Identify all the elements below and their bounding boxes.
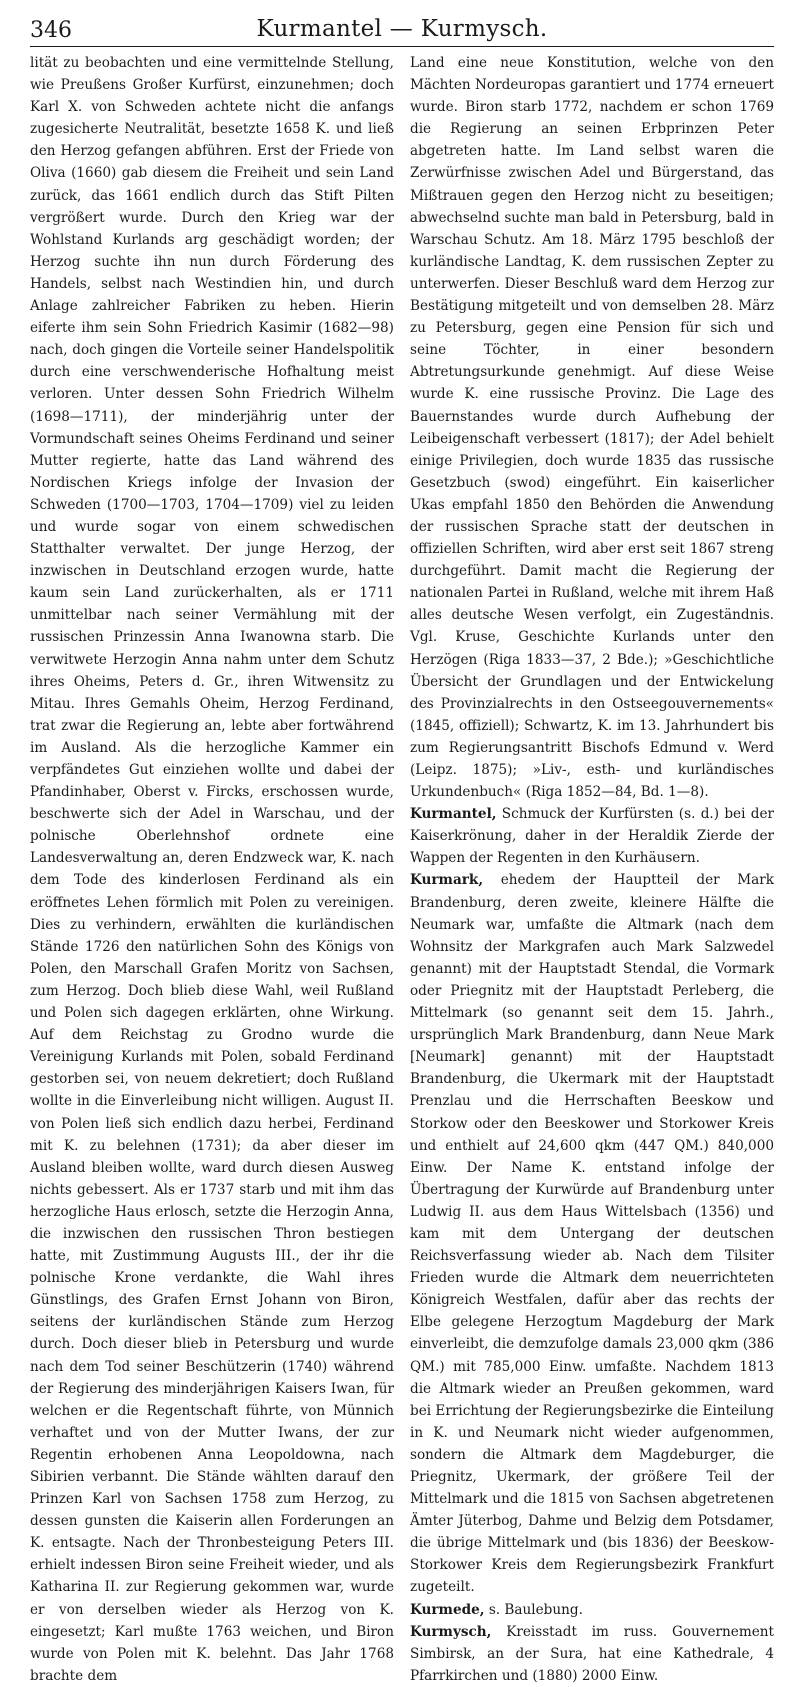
running-title: Kurmantel — Kurmysch. (256, 16, 548, 42)
page-header (30, 10, 774, 47)
entry-kurmede (410, 1599, 774, 1621)
page-number: 346 (30, 18, 72, 43)
kurland-history-continued: Land eine neue Konstitution, welche von den Mächten Nordeuropas garantiert und 1774 erneuert wurde. Biron starb 1772, nachdem er schon 1769 die Regierung an seinen Erbprinzen Peter abgetreten hatte. Im Land selbst waren die Zerwürfnisse zwischen Adel und Bürgerstand, das Mißtrauen gegen den Herzog nicht zu beseitigen; abwechselnd suchte man bald in Petersburg, bald in Warschau Schutz. Am 18. März 1795 beschloß der kurländische Landtag, K. dem russischen Zepter zu unterwerfen. Dieser Beschluß ward dem Herzog zur Bestätigung mitgeteilt und von demselben 28. März zu Petersburg, gegen eine Pension für sich und seine Töchter, in einer besondern Abtretungsurkunde genehmigt. Auf diese Weise wurde K. eine russische Provinz. Die Lage des Bauernstandes wurde durch Aufhebung der Leibeigenschaft verbessert (1817); der Adel behielt einige Privilegien, doch wurde 1835 das russische Gesetzbuch (swod) eingeführt. Ein kaiserlicher Ukas empfahl 1850 den Behörden die Anwendung der russischen Sprache statt der deutschen in offiziellen Schriften, wird aber erst seit 1867 streng durchgeführt. Damit macht die Regierung der nationalen Partei in Rußland, welche mit ihrem Haß alles deutsche Wesen verfolgt, ein Zugeständnis. Vgl. Kruse, Geschichte Kurlands unter den Herzögen (Riga 1833—37, 2 Bde.); »Geschichtliche Übersicht der Grundlagen und der Entwickelung des Provinzialrechts in den Ostseegouvernements« (1845, offiziell); Schwartz, K. im 13. Jahrhundert bis zum Regierungsantritt Bischofs Edmund v. Werd (Leipz. 1875); »Liv-, esth- und kurländisches Urkundenbuch« (Riga 1852—84, Bd. 1—8). (410, 55, 774, 801)
entry-kurmysch (410, 1621, 774, 1687)
entry-kurmantel-body: Schmuck der Kurfürsten (s. d.) bei der Kaiserkrönung, daher in der Heraldik Zierde der Wappen der Regenten in den Kurhäusern. (410, 806, 775, 867)
entry-kurmantel (410, 803, 774, 869)
right-column (410, 52, 774, 1687)
left-column (30, 52, 394, 1687)
entry-kurmede-body: s. Baulebung. (488, 1601, 583, 1618)
kurland-history-text: lität zu beobachten und eine vermittelnde Stellung, wie Preußens Großer Kurfürst, einzunehmen; doch Karl X. von Schweden achtete nicht die anfangs zugesicherte Neutralität, besetzte 1658 K. und ließ den Herzog gefangen abführen. Erst der Friede von Oliva (1660) gab diesem die Freiheit und sein Land zurück, das 1661 endlich durch das Stift Pilten vergrößert wurde. Durch den Krieg war der Wohlstand Kurlands arg geschädigt worden; der Herzog suchte ihn nun durch Förderung des Handels, selbst nach Westindien hin, und durch Anlage zahlreicher Fabriken zu heben. Hierin eiferte ihm sein Sohn Friedrich Kasimir (1682—98) nach, doch gingen die Vorteile seiner Handelspolitik durch eine verschwenderische Hofhaltung meist verloren. Unter dessen Sohn Friedrich Wilhelm (1698—1711), der minderjährig unter der Vormundschaft seines Oheims Ferdinand und seiner Mutter regierte, hatte das Land während des Nordischen Kriegs infolge der Invasion der Schweden (1700—1703, 1704—1709) viel zu leiden und wurde sogar von einem schwedischen Statthalter verwaltet. Der junge Herzog, der inzwischen in Deutschland erzogen wurde, hatte kaum sein Land zurückerhalten, als er 1711 unmittelbar nach seiner Vermählung mit der russischen Prinzessin Anna Iwanowna starb. Die verwitwete Herzogin Anna nahm unter dem Schutz ihres Oheims, Peters d. Gr., ihren Witwensitz zu Mitau. Ihres Gemahls Oheim, Herzog Ferdinand, trat zwar die Regierung an, lebte aber fortwährend im Ausland. Als die herzogliche Kammer ein verpfändetes Gut einziehen wollte und dabei der Pfandinhaber, Oberst v. Fircks, erschossen wurde, beschwerte sich der Adel in Warschau, und der polnische Oberlehnshof ordnete eine Landesverwaltung an, deren Endzweck war, K. nach dem Tode des kinderlosen Ferdinand als ein eröffnetes Lehen förmlich mit Polen zu vereinigen. Dies zu verhindern, erwählten die kurländischen Stände 1726 den natürlichen Sohn des Königs von Polen, den Marschall Grafen Moritz von Sachsen, zum Herzog. Doch blieb diese Wahl, weil Rußland und Polen sich dagegen erklärten, ohne Wirkung. Auf dem Reichstag zu Grodno wurde die Vereinigung Kurlands mit Polen, sobald Ferdinand gestorben sei, von neuem dekretiert; doch Rußland wollte in die Einverleibung nicht willigen. August II. von Polen ließ sich endlich dazu herbei, Ferdinand mit K. zu belehnen (1731); da aber dieser im Ausland bleiben wollte, ward durch diesen Ausweg nichts gebessert. Als er 1737 starb und mit ihm das herzogliche Haus erlosch, setzte die Herzogin Anna, die inzwischen den russischen Thron bestiegen hatte, mit Zustimmung Augusts III., der ihr die polnische Krone verdankte, die Wahl ihres Günstlings, des Grafen Ernst Johann von Biron, seitens der kurländischen Stände zum Herzog durch. Doch dieser blieb in Petersburg und wurde nach dem Tod seiner Beschützerin (1740) während der Regierung des minderjährigen Kaisers Iwan, für welchen er die Regentschaft führte, von Münnich verhaftet und von der Mutter Iwans, der zur Regentin erhobenen Anna Leopoldowna, nach Sibirien verbannt. Die Stände wählten darauf den Prinzen Karl von Sachsen 1758 zum Herzog, zu dessen gunsten die Kaiserin allen Forderungen an K. entsagte. Nach der Thronbesteigung Peters III. erhielt indessen Biron seine Freiheit wieder, und als Katharina II. zur Regierung gekommen war, wurde er von derselben wieder als Herzog von K. eingesetzt; Karl mußte 1763 weichen, und Biron wurde von Polen mit K. belehnt. Das Jahr 1768 brachte dem (30, 55, 394, 1684)
entry-kurmysch-body: Kreisstadt im russ. Gouvernement Simbirsk, an der Sura, hat eine Kathedrale, 4 Pfarrkirchen und (1880) 2000 Einw. (410, 1623, 775, 1684)
headword-kurmede: Kurmede, (410, 1601, 485, 1618)
entry-kurmark-body: ehedem der Hauptteil der Mark Brandenburg, deren zweite, kleinere Hälfte die Neumark war, umfaßte die Altmark (nach dem Wohnsitz der Markgrafen auch Mark Salzwedel genannt) mit der Hauptstadt Stendal, die Vormark oder Priegnitz mit der Hauptstadt Perleberg, die Mittelmark (so genannt seit dem 15. Jahrh., ursprünglich Mark Brandenburg, dann Neue Mark [Neumark] genannt) mit der Hauptstadt Brandenburg, die Ukermark mit der Hauptstadt Prenzlau und die Herrschaften Beeskow und Storkow oder den Beeskower und Storkower Kreis und enthielt auf 24,600 qkm (447 QM.) 840,000 Einw. Der Name K. entstand infolge der Übertragung der Kurwürde auf Brandenburg unter Ludwig II. aus dem Haus Wittelsbach (1356) und kam mit dem Untergang der deutschen Reichsverfassung wieder ab. Nach dem Tilsiter Frieden wurde die Altmark dem neuerrichteten Königreich Westfalen, dafür aber das rechts der Elbe gelegene Herzogtum Magdeburg der Mark einverleibt, die demzufolge damals 23,000 qkm (386 QM.) mit 785,000 Einw. umfaßte. Nachdem 1813 die Altmark wieder an Preußen gekommen, ward bei Errichtung der Regierungsbezirke die Einteilung in K. und Neumark nicht wieder aufgenommen, sondern die Altmark dem Magdeburger, die Priegnitz, Ukermark, der größere Teil der Mittelmark und die 1815 von Sachsen abgetretenen Ämter Jüterbog, Dahme und Belzig dem Potsdamer, die übrige Mittelmark und (bis 1836) der Beeskow-Storkower Kreis dem Regierungsbezirk Frankfurt zugeteilt. (410, 872, 774, 1596)
headword-kurmantel: Kurmantel, (410, 806, 497, 823)
headword-kurmysch: Kurmysch, (410, 1623, 492, 1640)
text-columns (30, 52, 774, 1687)
entry-kurmark (410, 869, 774, 1598)
headword-kurmark: Kurmark, (410, 872, 484, 889)
